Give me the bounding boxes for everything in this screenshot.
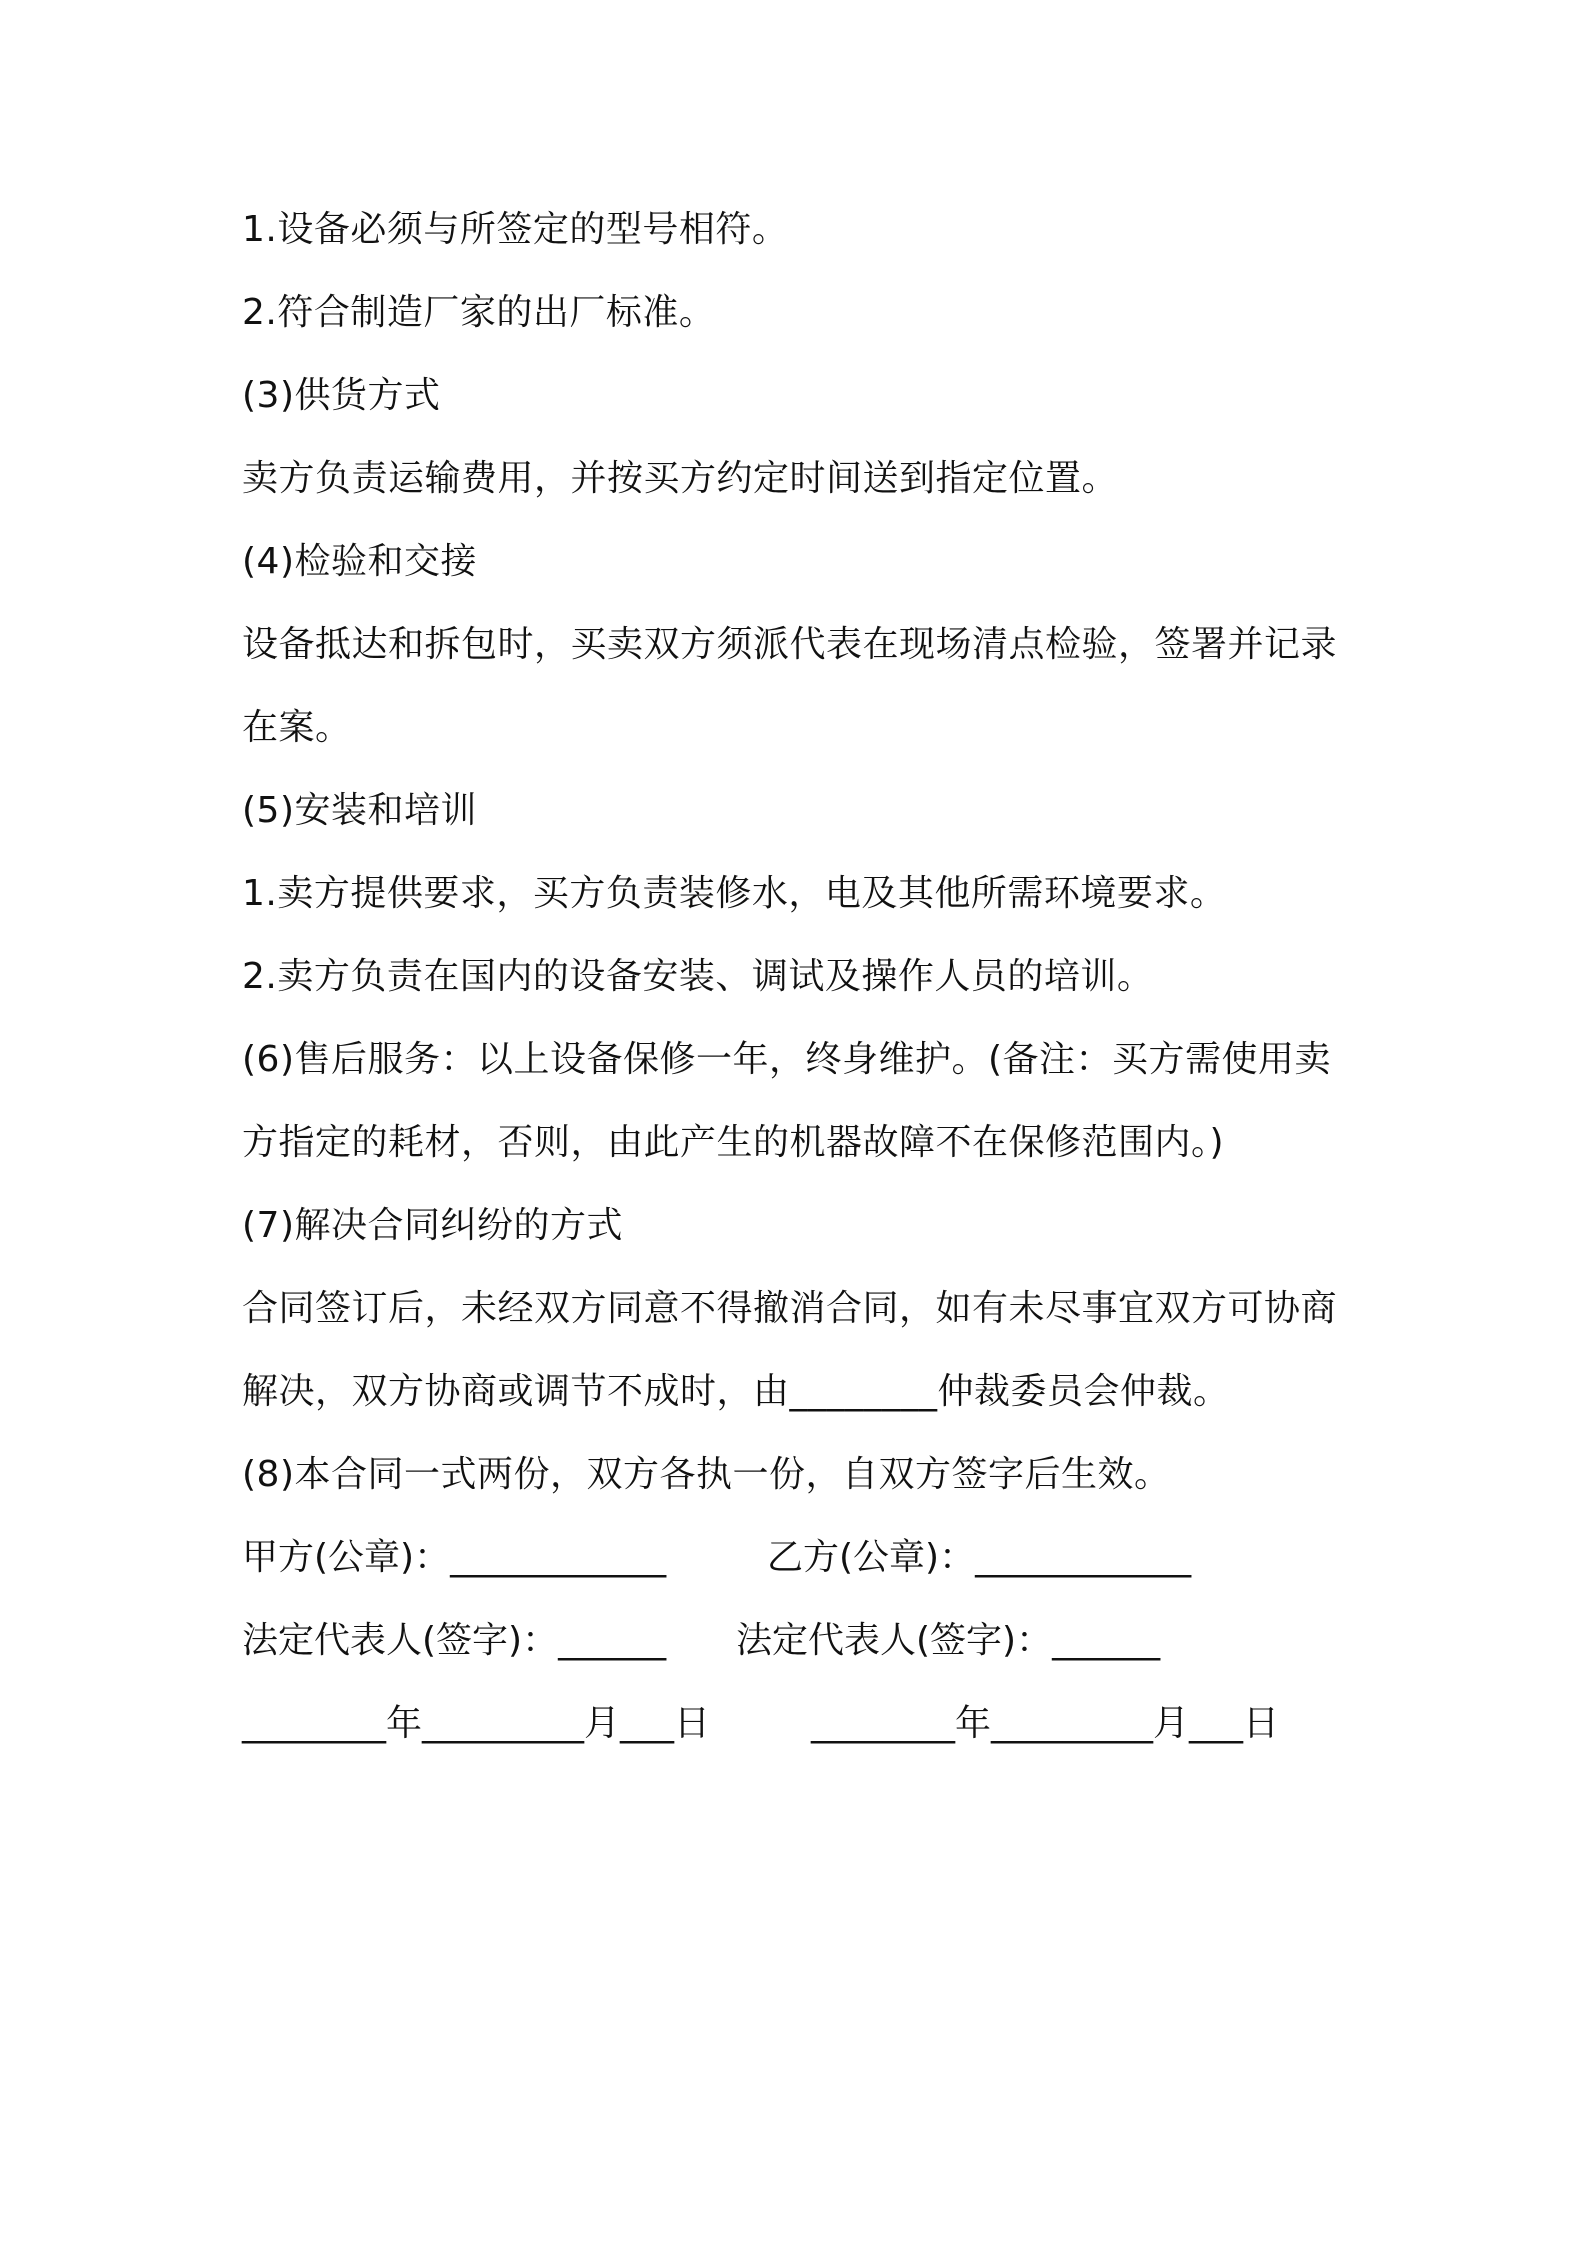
clause-after-sales-1: (6)售后服务：以上设备保修一年，终身维护。(备注：买方需使用卖 <box>242 1039 1332 1080</box>
section-heading-installation: (5)安装和培训 <box>242 790 477 831</box>
party-a-seal-field: 甲方(公章)：____________ <box>242 1537 667 1578</box>
clause-installation-2: 2.卖方负责在国内的设备安装、调试及操作人员的培训。 <box>242 956 1154 997</box>
clause-dispute-1: 合同签订后，未经双方同意不得撤消合同，如有未尽事宜双方可协商 <box>242 1288 1338 1329</box>
signature-representative-row <box>242 1608 1362 1691</box>
signature-date-row <box>242 1691 1362 1774</box>
clause-installation-1: 1.卖方提供要求，买方负责装修水，电及其他所需环境要求。 <box>242 873 1227 914</box>
clause-model-match: 1.设备必须与所签定的型号相符。 <box>242 209 789 250</box>
clause-copies: (8)本合同一式两份，双方各执一份，自双方签字后生效。 <box>242 1454 1171 1495</box>
section-heading-dispute: (7)解决合同纠纷的方式 <box>242 1205 623 1246</box>
section-heading-supply: (3)供货方式 <box>242 375 441 416</box>
section-heading-inspection: (4)检验和交接 <box>242 541 477 582</box>
party-a-representative-field: 法定代表人(签字)：______ <box>242 1620 667 1661</box>
party-a-date-field: ________年_________月___日 <box>242 1703 710 1744</box>
clause-supply-text: 卖方负责运输费用，并按买方约定时间送到指定位置。 <box>242 458 1119 499</box>
document-body <box>242 197 1362 1774</box>
party-b-date-field: ________年_________月___日 <box>811 1703 1279 1744</box>
clause-after-sales-2: 方指定的耗材，否则，由此产生的机器故障不在保修范围内。) <box>242 1122 1225 1163</box>
clause-inspection-text-1: 设备抵达和拆包时，买卖双方须派代表在现场清点检验，签署并记录 <box>242 624 1338 665</box>
clause-inspection-text-2: 在案。 <box>242 707 352 748</box>
clause-dispute-2: 解决，双方协商或调节不成时，由________仲裁委员会仲裁。 <box>242 1371 1230 1412</box>
clause-factory-standard: 2.符合制造厂家的出厂标准。 <box>242 292 716 333</box>
signature-seal-row <box>242 1525 1362 1608</box>
party-b-seal-field: 乙方(公章)：____________ <box>767 1537 1192 1578</box>
party-b-representative-field: 法定代表人(签字)：______ <box>736 1620 1161 1661</box>
